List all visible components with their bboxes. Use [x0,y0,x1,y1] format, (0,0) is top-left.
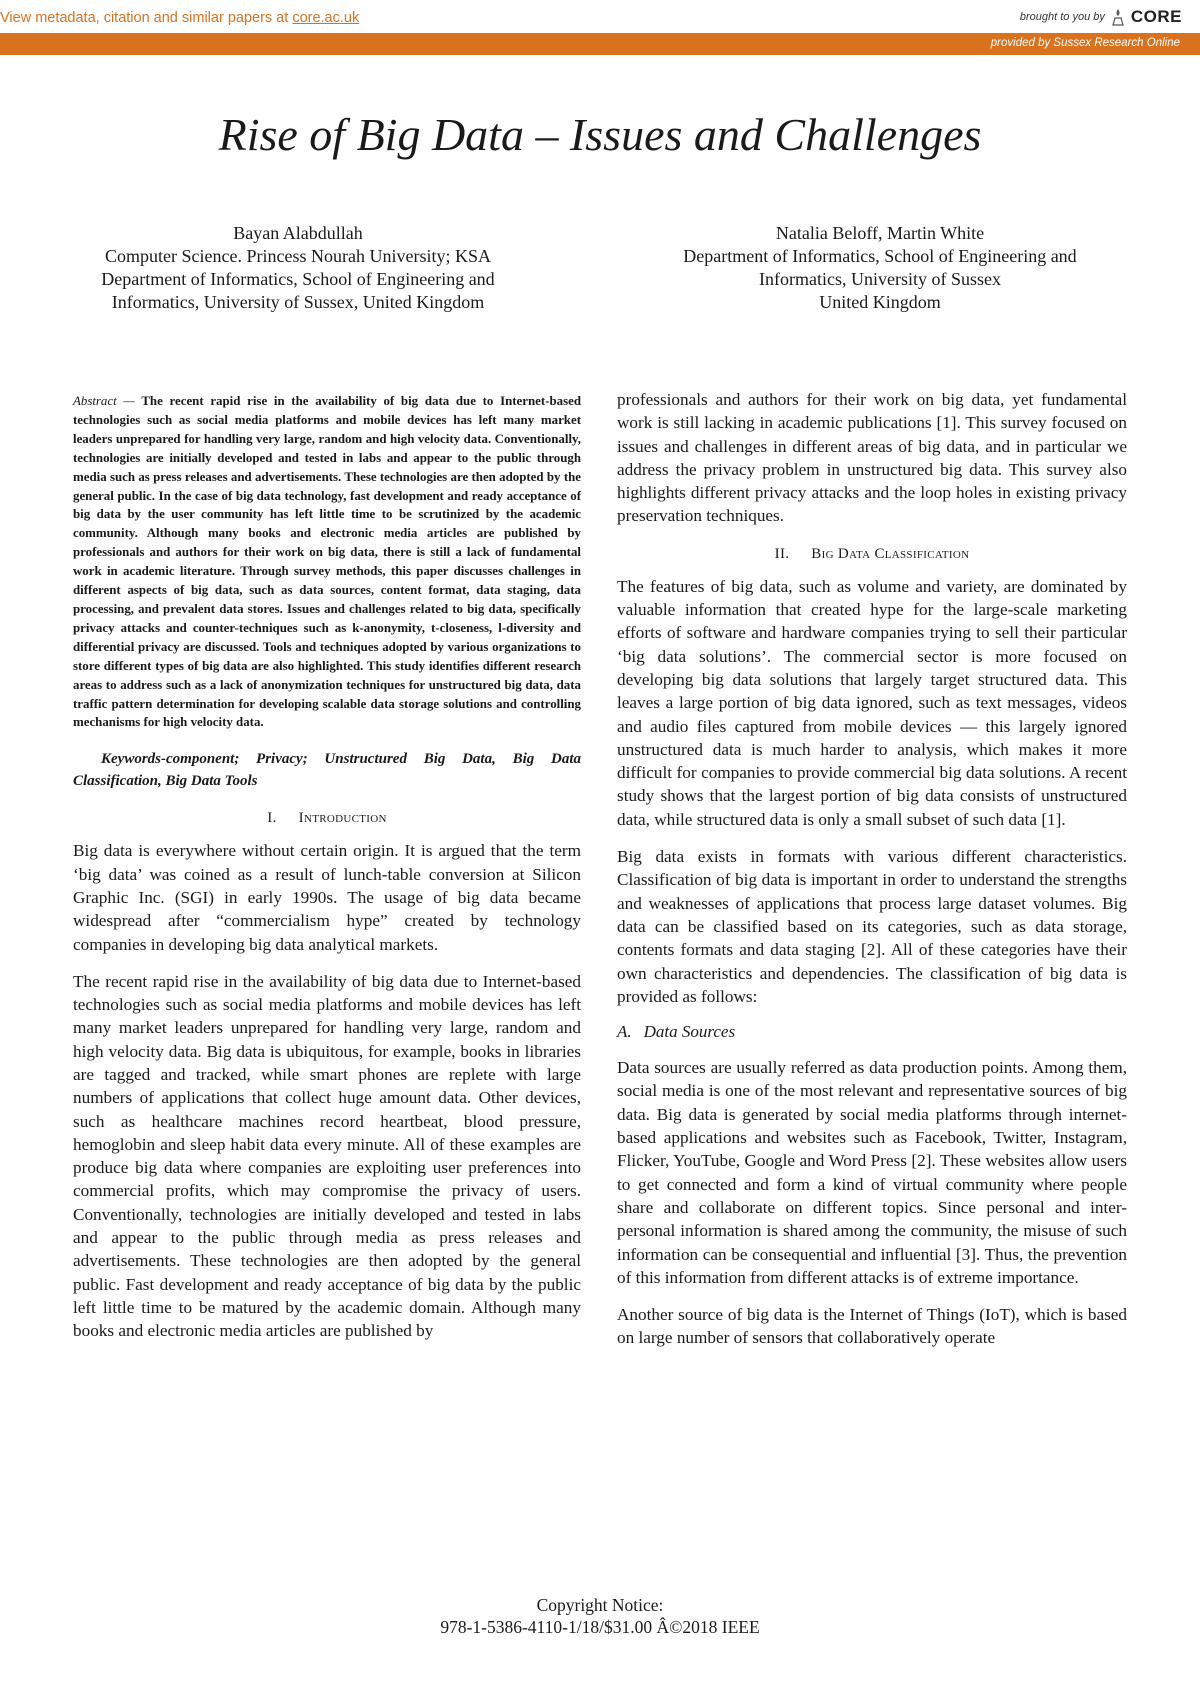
core-logo-text: CORE [1130,7,1182,26]
left-column [73,392,581,1357]
section-title: Introduction [298,810,387,827]
author-affiliation-line: Informatics, University of Sussex, United Kingdom [111,292,485,312]
classification-paragraph: Big data exists in formats with various different characteristics. Classification of big data is important in order to understand the strengths and weaknesses of applications that process large dataset volumes. Big data can be classified based on its categories, such as data storage, contents formats and data staging [2]. All of these categories have their own characteristics and dependencies. The classification of big data is provided as follows: [617,847,1127,1006]
core-link-target[interactable]: core.ac.uk [292,10,360,26]
paper-title: Rise of Big Data – Issues and Challenges [218,109,982,160]
section-number: I. [267,810,277,827]
data-sources-paragraph: Data sources are usually referred as data production points. Among them, social media is one of the most relevant and representative sources of big data. Big data is generated by social media platforms through internet-based applications and websites such as Facebook, Twitter, Instagram, Flicker, YouTube, Google and Word Press [2]. These websites allow users to get connected and form a kind of virtual community where people share and collaborate on different topics. Since personal and inter-personal information is shared among the community, the misuse of such information can be consequential and influential [3]. Thus, the prevention of this information from different attacks is of extreme importance. [617,1058,1127,1287]
copyright-label: Copyright Notice: [536,1595,664,1615]
author-affiliation-line: Department of Informatics, School of Engineering and [683,246,1077,266]
data-sources-paragraph: Another source of big data is the Internet of Things (IoT), which is based on large number of sensors that collaboratively operate [617,1305,1127,1348]
classification-paragraph: The features of big data, such as volume and variety, are dominated by valuable information that created hype for the large-scale marketing efforts of software and hardware companies trying to sell their particular ‘big data solutions’. The commercial sector is more focused on developing big data solutions that largely target structured data. This leaves a large portion of big data ignored, such as text messages, videos and audio files captured from mobile devices — this largely ignored unstructured data is much harder to analysis, which makes it more difficult for companies to provide commercial big data solutions. A recent study shows that the largest portion of big data consists of unstructured data, while structured data is only a small subset of such data [1]. [617,576,1127,829]
section-number: II. [774,545,790,562]
copyright-line: 978-1-5386-4110-1/18/$31.00 Â©2018 IEEE [440,1617,760,1637]
copyright-footer [0,1594,1200,1638]
intro-paragraph-continued: professionals and authors for their work on big data, yet fundamental work is still lacking in academic publications [1]. This survey focused on issues and challenges in different areas of big data, and in particular we address the privacy problem in unstructured big data. This survey also highlights different privacy attacks and the loop holes in existing privacy preservation techniques. [617,390,1127,526]
author-name: Natalia Beloff, Martin White [775,223,985,243]
abstract-label: Abstract — [73,394,135,408]
author-block-2 [640,222,1120,314]
intro-paragraph: Big data is everywhere without certain origin. It is argued that the term ‘big data’ was coined as a result of lunch-table conversion at Silicon Graphic Inc. (SGI) in early 1990s. The usage of big data became widespread after “commercialism hype” created by technology companies in developing big data analytical markets. [73,841,581,954]
provided-by-text[interactable]: provided by Sussex Research Online [990,37,1180,49]
author-affiliation-line: Informatics, University of Sussex [759,269,1001,289]
author-affiliation-line: United Kingdom [819,292,941,312]
keywords: Keywords-component; Privacy; Unstructured Big Data, Big Data Classification, Big Data Tools [73,751,581,790]
right-column [617,392,1127,1364]
abstract-text: The recent rapid rise in the availability of big data due to Internet-based technologies such as social media platforms and mobile devices has left many market leaders unprepared for handling very large, random and high velocity data. Conventionally, technologies are initially developed and tested in labs and appear to the public through media such as press releases and advertisements. These technologies are then adopted by the general public. In the case of big data technology, fast development and ready acceptance of big data by the user community has left little time to be scrutinized by the academic community. Although many books and electronic media articles are published by professionals and authors for their work on big data, there is still a lack of fundamental work in academic literature. Through survey methods, this paper discusses challenges in different aspects of big data, such as data sources, content format, data staging, data processing, and prevalent data stores. Issues and challenges related to big data, specifically privacy attacks and counter-techniques such as k-anonymity, t-closeness, l-diversity and differential privacy are discussed. Tools and techniques adopted by various organizations to store different types of big data are also highlighted. This study identifies different research areas to address such as a lack of anonymization techniques for unstructured big data, data traffic pattern determination for developing scalable data storage solutions and controlling mechanisms for high velocity data. [73,394,581,730]
subsection-heading-data-sources [617,1022,1127,1042]
core-brand[interactable] [1020,4,1182,30]
author-name: Bayan Alabdullah [233,223,363,243]
author-affiliation-line: Computer Science. Princess Nourah University; KSA [105,246,491,266]
abstract [73,392,581,732]
core-banner [0,0,1200,33]
author-affiliation-line: Department of Informatics, School of Engineering and [101,269,495,289]
section-title: Big Data Classification [811,545,970,562]
subsection-title: Data Sources [643,1022,736,1042]
core-provided-bar [0,33,1200,55]
intro-paragraph: The recent rapid rise in the availability of big data due to Internet-based technologies such as social media platforms and mobile devices has left many market leaders unprepared for handling very large, random and high velocity data. Big data is ubiquitous, for example, books in libraries are tagged and tracked, while smart phones are replete with large numbers of applications that collect huge amount data. Other devices, such as healthcare machines record heartbeat, blood pressure, hemoglobin and sleep habit data every minute. All of these examples are produce big data where companies are exploiting user preferences into commercial profits, which may compromise the privacy of users. Conventionally, technologies are initially developed and tested in labs and appear to the public through media as press releases and advertisements. These technologies are then adopted by the general public. Fast development and ready acceptance of big data by the public left little time to be matured by the academic domain. Although many books and electronic media articles are published by [73,971,581,1341]
section-heading-big-data-classification [617,546,1127,563]
section-heading-introduction [73,810,581,827]
core-metadata-link[interactable] [0,10,359,26]
author-block-1 [68,222,528,314]
core-logo-icon [1111,8,1125,26]
core-link-prefix: View metadata, citation and similar papers at [0,10,293,26]
brought-by-text: brought to you by [1019,11,1105,23]
subsection-number: A. [617,1022,632,1042]
